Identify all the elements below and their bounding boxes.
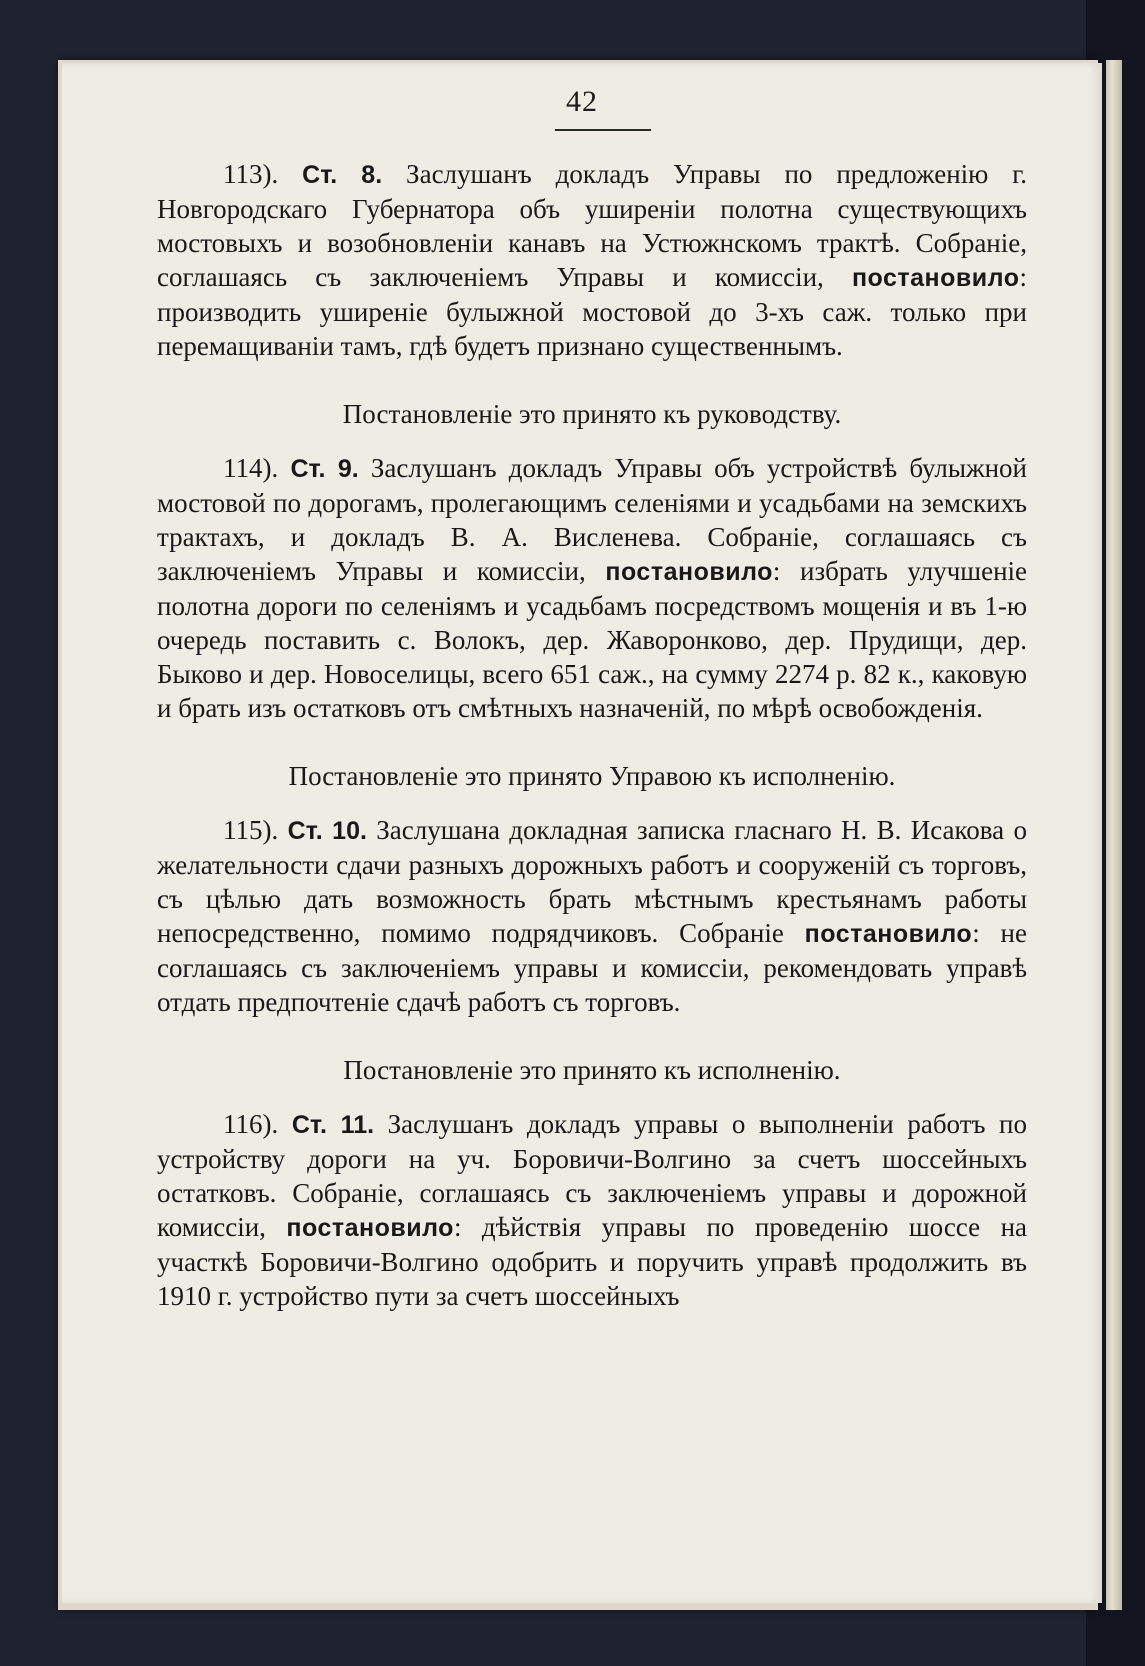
resolution-word: постановило — [804, 920, 973, 948]
paragraph-115 — [157, 813, 1027, 1019]
paragraph-text: Заслушанъ докладъ управы о выполненіи работъ по устройству дороги на уч. Боровичи-Волгино за счетъ шоссейныхъ остатковъ. Собраніе, соглашаясь съ заключеніемъ управы и дорожной комиссіи, — [157, 1109, 1027, 1242]
item-number: 114). — [223, 453, 279, 483]
paragraph-114 — [157, 451, 1027, 725]
page-edge — [1106, 60, 1122, 1610]
article-ref: Ст. 11. — [291, 1111, 375, 1139]
book-page — [62, 63, 1102, 1603]
paragraph-text: Заслушанъ докладъ Управы объ устройствѣ булыжной мостовой по дорогамъ, пролегающимъ селеніями и усадьбами на земскихъ трактахъ, и докладъ В. А. Висленева. Собраніе, соглашаясь съ заключеніемъ Управы и комиссіи, — [157, 453, 1028, 586]
item-number: 113). — [223, 159, 279, 189]
paragraph-tail: : избрать улучшеніе полотна дороги по селеніямъ и усадьбамъ посредствомъ мощенія и въ 1-ю очередь поставить с. Волокъ, дер. Жаворонково, дер. Прудищи, дер. Быково и дер. Новоселицы, всего 651 саж., на сумму 2274 р. 82 к., каковую и брать изъ остатковъ отъ смѣтныхъ назначеній, по мѣрѣ освобожденія. — [157, 556, 1027, 723]
item-number: 116). — [223, 1109, 279, 1139]
resolution-word: постановило — [851, 264, 1020, 292]
article-ref: Ст. 9. — [290, 455, 359, 483]
paragraph-text: Заслушанъ докладъ Управы по предложенію г. Новгородскаго Губернатора объ уширеніи полотна существующихъ мостовыхъ и возобновленіи канавъ на Устюжнскомъ трактѣ. Собраніе, соглашаясь съ заключеніемъ Управы и комиссіи, — [157, 159, 1028, 292]
item-number: 115). — [223, 815, 279, 845]
page-number: 42 — [566, 85, 598, 118]
resolution-word: постановило — [286, 1214, 454, 1242]
resolution-line: Постановленіе это принято Управою къ исполненію. — [288, 761, 896, 791]
header-rule — [555, 129, 651, 131]
resolution-line: Постановленіе это принято къ исполненію. — [343, 1055, 841, 1085]
paragraph-tail: : дѣйствія управы по проведенію шоссе на участкѣ Боровичи-Волгино одобрить и поручить управѣ продолжить въ 1910 г. устройство пути за счетъ шоссейныхъ — [157, 1212, 1027, 1311]
article-ref: Ст. 10. — [287, 817, 367, 845]
paragraph-116 — [157, 1107, 1027, 1313]
paragraph-text: Заслушана докладная записка гласнаго Н. В. Исакова о желательности сдачи разныхъ дорожныхъ работъ и сооруженій съ торговъ, съ цѣлью дать возможность брать мѣстнымъ крестьянамъ работы непосредственно, помимо подрядчиковъ. Собраніе — [157, 815, 1028, 948]
resolution-line: Постановленіе это принято къ руководству. — [342, 399, 842, 429]
paragraph-tail: : производить уширеніе булыжной мостовой до 3-хъ саж. только при перемащиваніи тамъ, гдѣ будетъ признано существеннымъ. — [157, 262, 1027, 361]
article-ref: Ст. 8. — [302, 161, 383, 189]
paragraph-tail: : не соглашаясь съ заключеніемъ управы и комиссіи, рекомендовать управѣ отдать предпочтеніе сдачѣ работъ съ торговъ. — [157, 918, 1027, 1017]
page-body — [157, 157, 1027, 1313]
resolution-word: постановило — [605, 558, 773, 586]
page-header — [62, 85, 1102, 119]
paragraph-113 — [157, 157, 1027, 363]
